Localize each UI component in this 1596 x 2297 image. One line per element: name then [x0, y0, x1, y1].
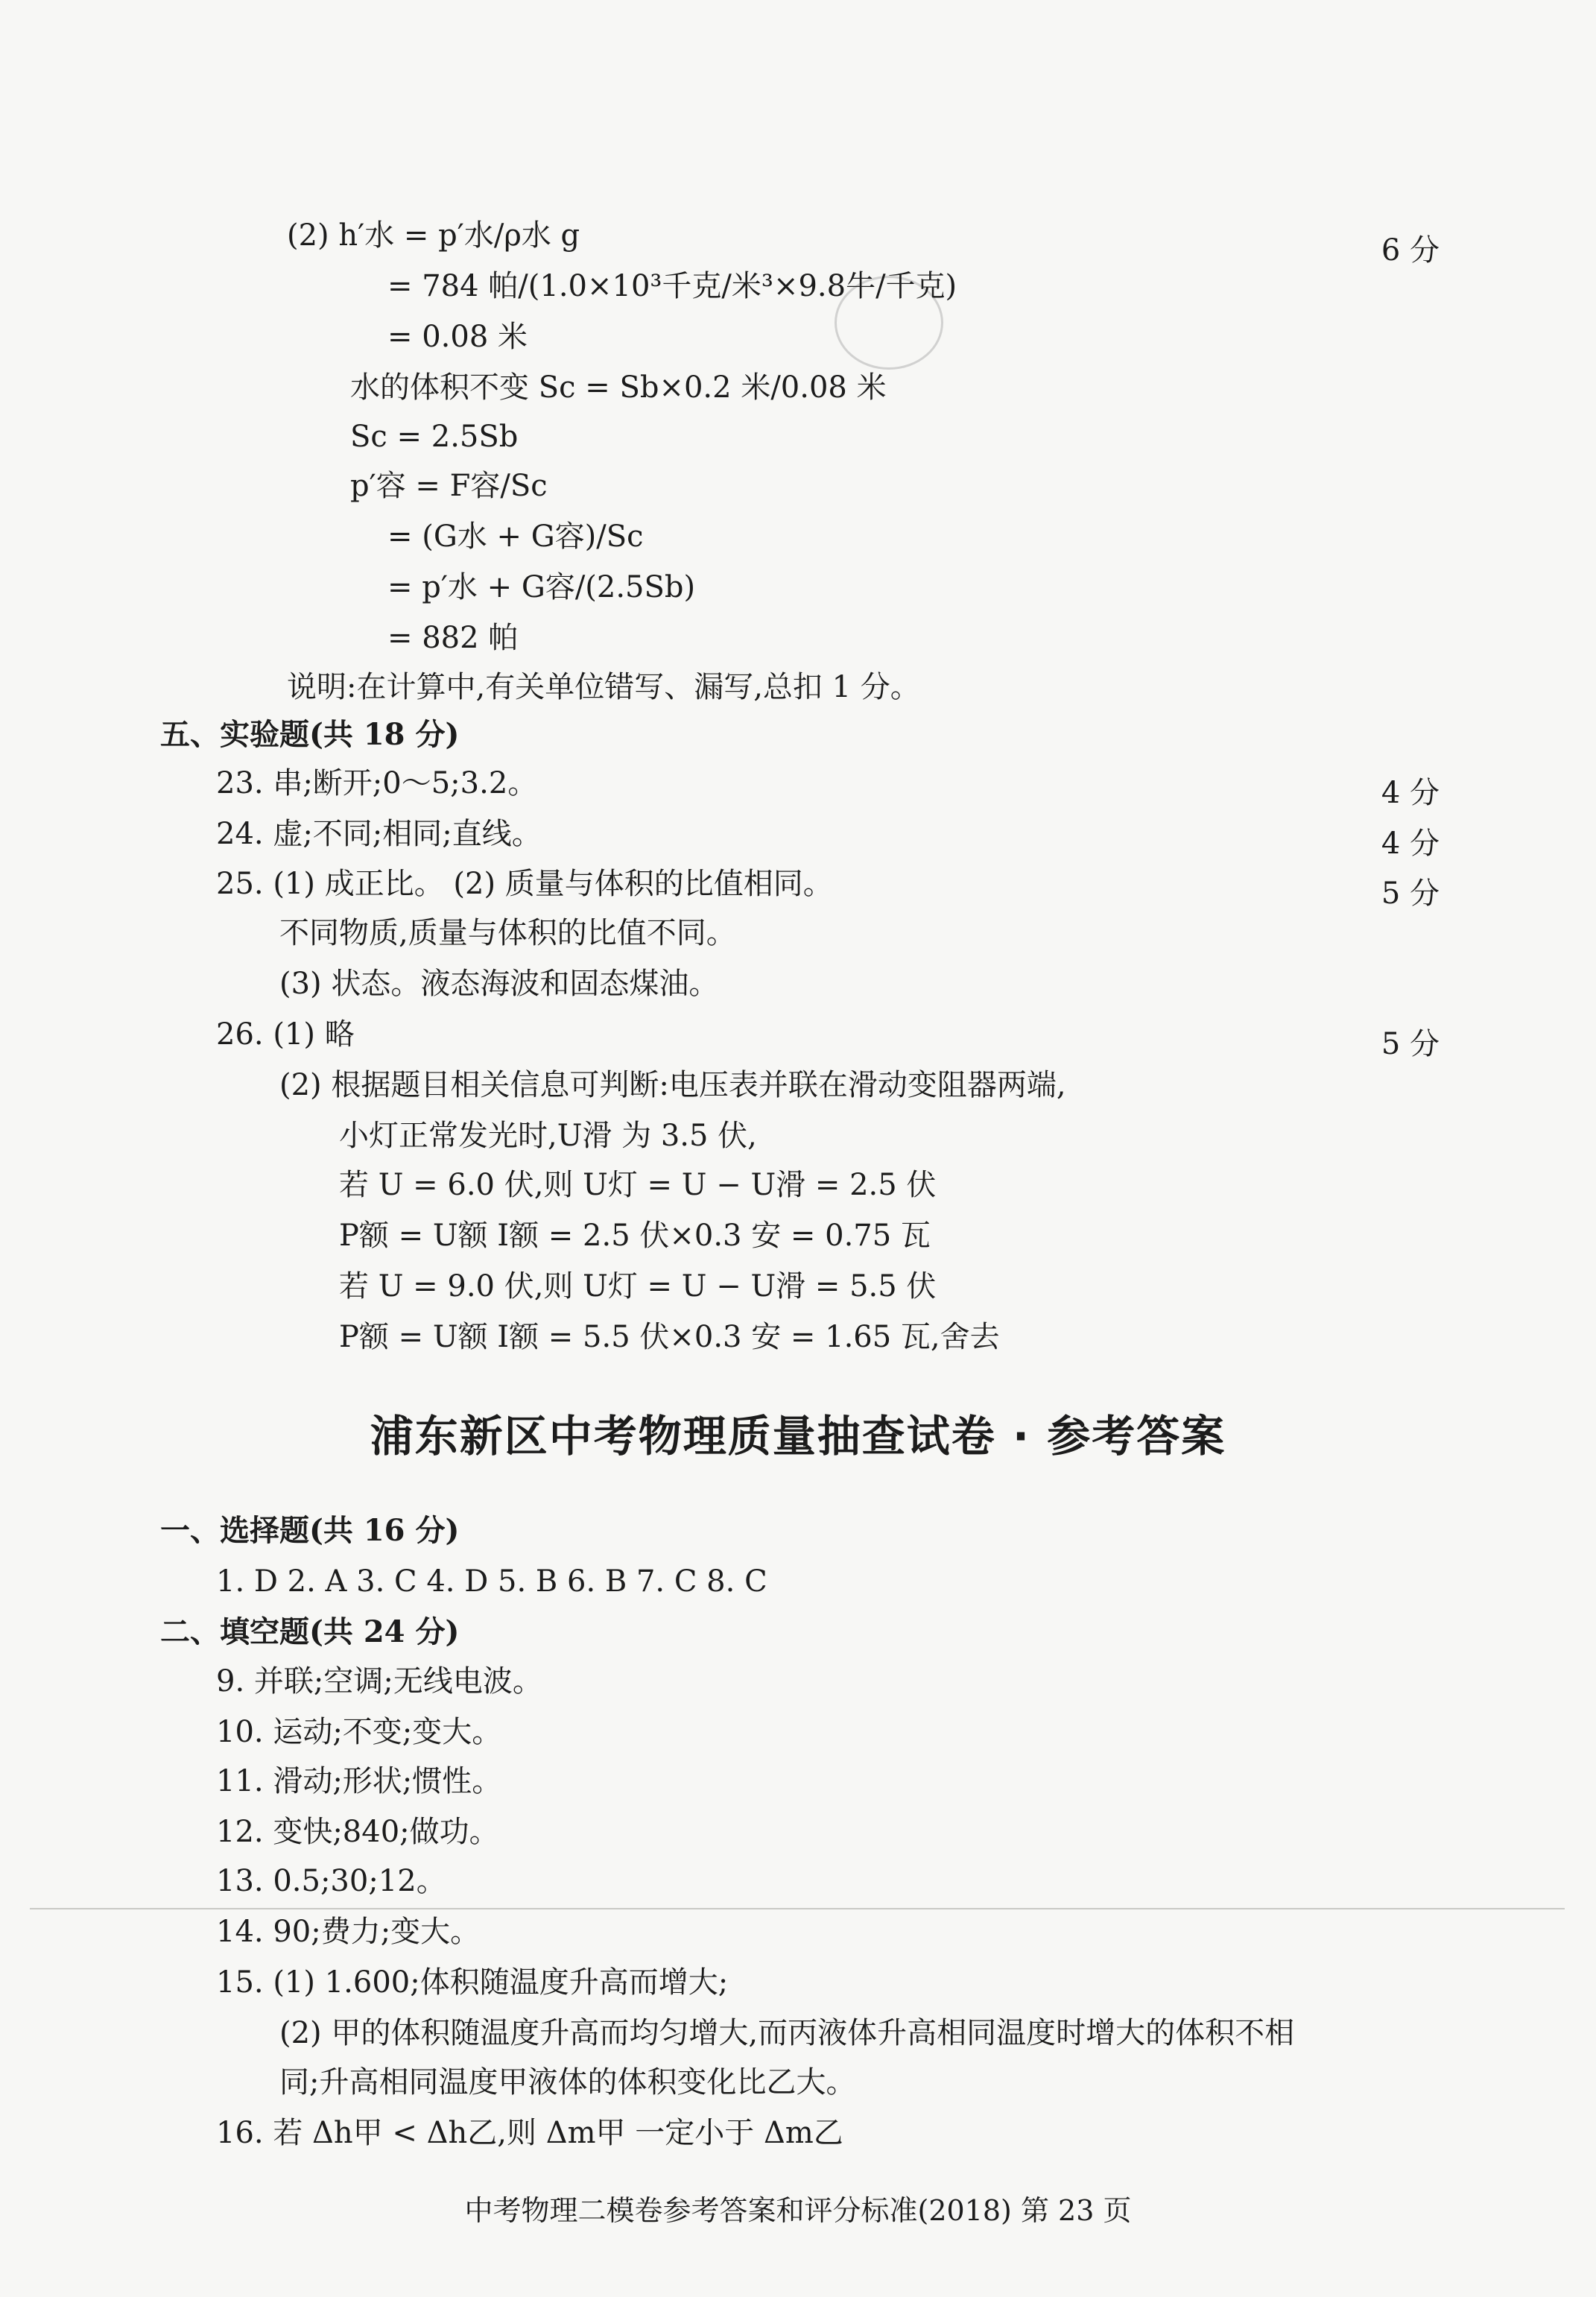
answer-line: 14. 90;费力;变大。 [216, 1915, 481, 1949]
answer-line: 若 U = 9.0 伏,则 U灯 = U − U滑 = 5.5 伏 [339, 1269, 937, 1304]
section-heading: 一、选择题(共 16 分) [160, 1513, 460, 1548]
answer-line: 小灯正常发光时,U滑 为 3.5 伏, [339, 1119, 757, 1153]
answer-line: 1. D 2. A 3. C 4. D 5. B 6. B 7. C 8. C [216, 1564, 767, 1599]
answer-line: 9. 并联;空调;无线电波。 [216, 1664, 542, 1699]
answer-line: = 784 帕/(1.0×10³千克/米³×9.8牛/千克) [387, 269, 957, 303]
answer-line: p′容 = F容/Sc [350, 469, 548, 503]
answer-line: (3) 状态。液态海波和固态煤油。 [279, 967, 719, 1001]
answer-line: (2) 根据题目相关信息可判断:电压表并联在滑动变阻器两端, [279, 1068, 1066, 1102]
page-footer: 中考物理二模卷参考答案和评分标准(2018) 第 23 页 [464, 2194, 1132, 2227]
answer-line: = 0.08 米 [387, 320, 528, 354]
answer-line: = 882 帕 [387, 621, 519, 655]
answer-line: = p′水 + G容/(2.5Sb) [387, 570, 696, 604]
score-label: 5 分 [1381, 1027, 1440, 1061]
answer-line: Sc = 2.5Sb [350, 420, 519, 454]
answer-line: 24. 虚;不同;相同;直线。 [216, 817, 542, 851]
answer-line: (2) h′水 = p′水/ρ水 g [287, 218, 580, 253]
score-label: 5 分 [1381, 876, 1440, 911]
answer-line: 10. 运动;不变;变大。 [216, 1715, 502, 1749]
answer-line: 15. (1) 1.600;体积随温度升高而增大; [216, 1965, 729, 2000]
answer-line: 12. 变快;840;做功。 [216, 1815, 499, 1849]
section-title: 浦东新区中考物理质量抽查试卷 · 参考答案 [370, 1411, 1226, 1462]
section-heading: 二、填空题(共 24 分) [160, 1614, 460, 1649]
answer-line: 11. 滑动;形状;惯性。 [216, 1764, 502, 1798]
answer-line: 同;升高相同温度甲液体的体积变化比乙大。 [279, 2065, 856, 2099]
answer-line: 水的体积不变 Sc = Sb×0.2 米/0.08 米 [350, 370, 887, 405]
answer-line: 13. 0.5;30;12。 [216, 1864, 446, 1898]
answer-line: 23. 串;断开;0～5;3.2。 [216, 766, 538, 800]
answer-line: 说明:在计算中,有关单位错写、漏写,总扣 1 分。 [287, 670, 920, 704]
answer-line: 26. (1) 略 [216, 1017, 355, 1052]
answer-line: 25. (1) 成正比。 (2) 质量与体积的比值相同。 [216, 867, 833, 901]
answer-line: 不同物质,质量与体积的比值不同。 [279, 916, 736, 950]
score-label: 4 分 [1381, 776, 1440, 810]
answer-line: 16. 若 Δh甲 < Δh乙,则 Δm甲 一定小于 Δm乙 [216, 2116, 843, 2150]
score-label: 6 分 [1381, 233, 1440, 268]
answer-line: (2) 甲的体积随温度升高而均匀增大,而丙液体升高相同温度时增大的体积不相 [279, 2016, 1295, 2050]
answer-line: P额 = U额 I额 = 2.5 伏×0.3 安 = 0.75 瓦 [339, 1219, 931, 1253]
answer-line: = (G水 + G容)/Sc [387, 519, 644, 554]
answer-line: 若 U = 6.0 伏,则 U灯 = U − U滑 = 2.5 伏 [339, 1168, 937, 1202]
section-heading: 五、实验题(共 18 分) [160, 717, 460, 752]
score-label: 4 分 [1381, 827, 1440, 861]
scan-fold-line [30, 1908, 1565, 1909]
answer-line: P额 = U额 I额 = 5.5 伏×0.3 安 = 1.65 瓦,舍去 [339, 1320, 1000, 1354]
